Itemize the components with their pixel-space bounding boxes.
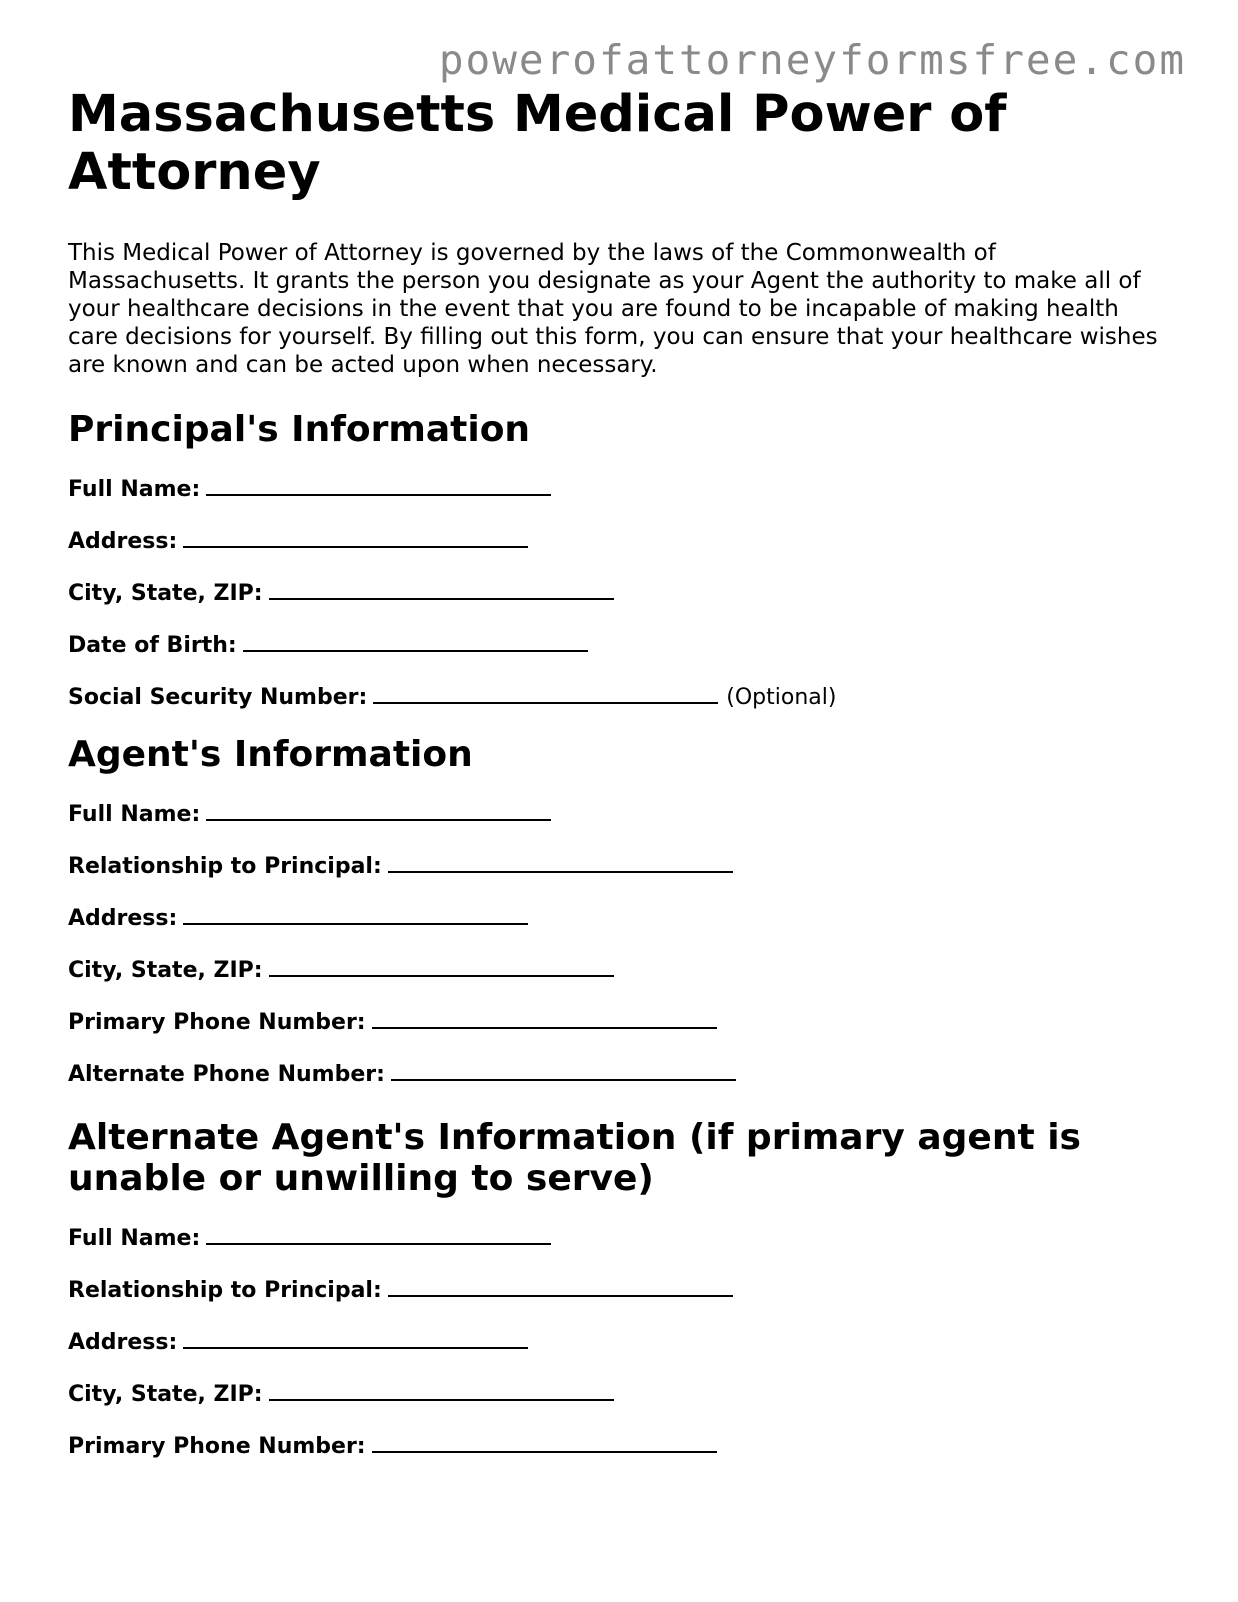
principal-date-of-birth-field — [68, 630, 1178, 656]
field-label: City, State, ZIP: — [68, 581, 263, 606]
agent-relationship-blank[interactable] — [388, 851, 733, 873]
alt-agent-full-name-field — [68, 1223, 1178, 1249]
optional-note: (Optional) — [726, 685, 837, 710]
agent-city-state-zip-blank[interactable] — [269, 955, 614, 977]
alt-agent-address-blank[interactable] — [183, 1327, 528, 1349]
principal-section-heading: Principal's Information — [68, 409, 531, 450]
field-label: City, State, ZIP: — [68, 1382, 263, 1407]
alt-agent-primary-phone-blank[interactable] — [372, 1431, 717, 1453]
principal-ssn-blank[interactable] — [373, 682, 718, 704]
alt-agent-full-name-blank[interactable] — [206, 1223, 551, 1245]
principal-ssn-field — [68, 682, 1178, 708]
agent-relationship-field — [68, 851, 1178, 877]
field-label: Relationship to Principal: — [68, 1278, 382, 1303]
document-page — [68, 86, 1178, 1457]
alt-agent-city-state-zip-field — [68, 1379, 1178, 1405]
alt-agent-city-state-zip-blank[interactable] — [269, 1379, 614, 1401]
field-label: Address: — [68, 906, 178, 931]
field-label: Full Name: — [68, 477, 201, 502]
principal-city-state-zip-field — [68, 578, 1178, 604]
agent-full-name-blank[interactable] — [206, 799, 551, 821]
agent-primary-phone-blank[interactable] — [372, 1007, 717, 1029]
field-label: Primary Phone Number: — [68, 1010, 366, 1035]
agent-primary-phone-field — [68, 1007, 1178, 1033]
watermark: powerofattorneyformsfree.com — [438, 36, 1186, 84]
principal-address-blank[interactable] — [183, 526, 528, 548]
principal-date-of-birth-blank[interactable] — [243, 630, 588, 652]
alt-agent-relationship-blank[interactable] — [388, 1275, 733, 1297]
agent-full-name-field — [68, 799, 1178, 825]
field-label: Relationship to Principal: — [68, 854, 382, 879]
principal-fields — [68, 474, 1178, 708]
principal-city-state-zip-blank[interactable] — [269, 578, 614, 600]
alt-agent-primary-phone-field — [68, 1431, 1178, 1457]
field-label: Alternate Phone Number: — [68, 1062, 385, 1087]
agent-address-blank[interactable] — [183, 903, 528, 925]
page-title: Massachusetts Medical Power of Attorney — [68, 85, 1007, 202]
field-label: Address: — [68, 529, 178, 554]
alternate-agent-fields — [68, 1223, 1178, 1457]
principal-full-name-blank[interactable] — [206, 474, 551, 496]
field-label: Social Security Number: — [68, 685, 368, 710]
field-label: Date of Birth: — [68, 633, 237, 658]
agent-fields — [68, 799, 1178, 1085]
field-label: Full Name: — [68, 802, 201, 827]
field-label: Address: — [68, 1330, 178, 1355]
field-label: City, State, ZIP: — [68, 958, 263, 983]
agent-alternate-phone-blank[interactable] — [391, 1059, 736, 1081]
principal-address-field — [68, 526, 1178, 552]
agent-city-state-zip-field — [68, 955, 1178, 981]
agent-section-heading: Agent's Information — [68, 734, 473, 775]
principal-full-name-field — [68, 474, 1178, 500]
field-label: Full Name: — [68, 1226, 201, 1251]
agent-alternate-phone-field — [68, 1059, 1178, 1085]
alternate-agent-section-heading: Alternate Agent's Information (if primary agent is unable or unwilling to serve) — [68, 1117, 1081, 1199]
alt-agent-address-field — [68, 1327, 1178, 1353]
agent-address-field — [68, 903, 1178, 929]
intro-paragraph: This Medical Power of Attorney is governed by the laws of the Commonwealth of Massachusetts. It grants the person you designate as your Agent the authority to make all of your healthcare decisions in the event that you are found to be incapable of making health care decisions for yourself. By filling out this form, you can ensure that your healthcare wishes are known and can be acted upon when necessary. — [68, 240, 1158, 378]
alt-agent-relationship-field — [68, 1275, 1178, 1301]
field-label: Primary Phone Number: — [68, 1434, 366, 1459]
